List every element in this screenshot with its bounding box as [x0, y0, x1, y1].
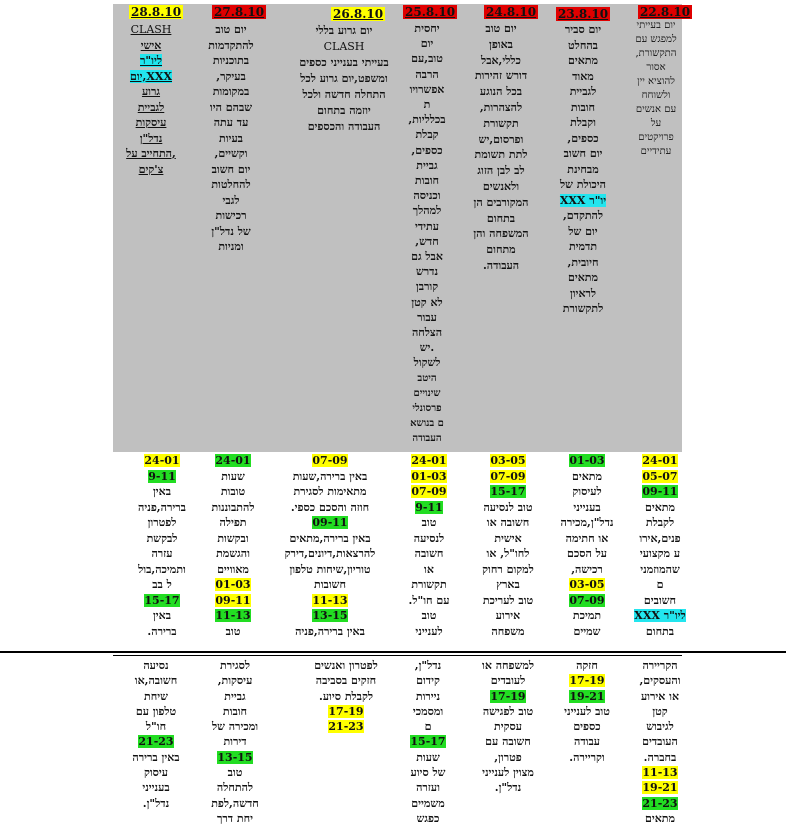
- cell-text: בתחום: [486, 211, 516, 225]
- cell-text: בענייני: [142, 781, 170, 795]
- cell-text: חובות: [570, 100, 596, 114]
- cell-text: לפטרון ואנשים: [314, 659, 378, 672]
- cell-text: חוזה והסכם כספי.: [290, 500, 370, 514]
- cell-text: CLASH: [323, 40, 365, 53]
- cell-text: על: [650, 118, 662, 129]
- cell-text: ניירות: [415, 689, 441, 703]
- cell-text: לגבי: [222, 193, 240, 207]
- bottom-col-28-8: [118, 658, 194, 811]
- time-slot: 07-09: [312, 454, 348, 467]
- cell-text: עבודה: [574, 735, 600, 749]
- cell-text: בארץ: [496, 578, 520, 591]
- cell-text: מתאימות לסגירת: [293, 485, 367, 498]
- cell-text: חדשה,לפת: [211, 796, 259, 810]
- cell-text: להתבוננות: [211, 500, 255, 514]
- date-header-23-8: 23.8.10: [558, 7, 609, 21]
- cell-text: למפגש עם: [635, 34, 677, 45]
- cell-text: עבור: [417, 310, 437, 324]
- cell-text: בכל הנוגע: [479, 85, 523, 99]
- cell-text: נדל"ן.: [494, 781, 522, 795]
- cell-text: כפגש: [416, 811, 440, 825]
- cell-text: וקשיים,: [214, 147, 248, 160]
- cell-text: חובות: [414, 174, 440, 188]
- top-col-26-8: [288, 23, 400, 135]
- cell-text: פרויקטים: [638, 132, 674, 143]
- cell-text: גביית: [416, 158, 438, 172]
- cell-text: של סיוע: [410, 766, 446, 780]
- time-slot: 13-15: [217, 750, 253, 764]
- cell-text: בעיות: [219, 131, 243, 145]
- cell-text: בעייתי בענייני כספים: [299, 56, 389, 69]
- time-slot: 11-13: [642, 766, 678, 780]
- cell-text: ע מקצועי: [639, 547, 681, 560]
- top-col-28-8: [117, 22, 185, 177]
- cell-text: באין: [152, 609, 172, 622]
- cell-text: שיחת: [144, 689, 168, 703]
- time-slot: 17-19: [328, 704, 364, 718]
- cell-text: נדל"ן: [139, 131, 163, 145]
- cell-text: שמיים: [573, 624, 601, 638]
- cell-text: טוב: [421, 516, 437, 529]
- cell-text: עיסוק: [143, 766, 169, 780]
- cell-text: כספים,: [411, 143, 443, 157]
- time-slot: 09-11: [642, 485, 678, 498]
- cell-text: באין ברירה,פניה: [295, 624, 365, 638]
- cell-text: ל בב: [152, 578, 172, 591]
- cell-text: לב לבן הזוג: [477, 164, 525, 178]
- cell-text: אפשרויו: [409, 82, 445, 96]
- cell-text: ולשוחח: [641, 90, 671, 101]
- cell-text: חובות: [222, 704, 248, 718]
- chairman-highlight: ליו"ר: [140, 54, 162, 67]
- cell-text: בעיקר,: [216, 69, 246, 83]
- cell-text: להתקדם,: [562, 209, 604, 222]
- cell-text: לנסיעה: [413, 531, 445, 545]
- cell-text: יוזמה בתחום: [317, 104, 371, 117]
- chairman-highlight: ליו"ר XXX: [634, 609, 686, 622]
- cell-text: חשובים: [643, 593, 677, 607]
- cell-text: בכלליות,: [408, 113, 446, 127]
- cell-text: או: [424, 562, 434, 576]
- time-slot: 09-11: [215, 593, 251, 607]
- cell-text: למקום רחוק: [482, 562, 534, 576]
- cell-text: נדל"ן.: [142, 796, 170, 810]
- time-slot: 24-01: [411, 454, 447, 467]
- time-slot: 24-01: [642, 454, 678, 467]
- cell-text: ם: [656, 578, 664, 591]
- cell-text: עיסקות,: [217, 674, 253, 688]
- cell-text: תקשורת: [411, 578, 447, 591]
- cell-text: טוב לעריכת: [482, 593, 534, 607]
- cell-text: טלפון עם: [135, 704, 177, 718]
- cell-text: שעות: [221, 469, 245, 483]
- bottom-col-24-8: [458, 658, 558, 796]
- cell-text: פרסונלי: [412, 403, 442, 415]
- cell-text: למשפחה או: [482, 659, 534, 672]
- cell-text: יום סביר: [564, 23, 602, 36]
- cell-text: שינויים: [413, 387, 441, 399]
- cell-text: בענייני: [573, 500, 601, 514]
- cell-text: עיסקות: [135, 116, 167, 129]
- time-slot: 05-07: [642, 469, 678, 483]
- cell-text: במקומות: [212, 85, 250, 98]
- cell-text: חו"ל: [145, 720, 167, 734]
- cell-text: להצהרות,: [479, 100, 523, 114]
- cell-text: בחברה.: [643, 750, 677, 764]
- cell-text: ברירה,פניה: [138, 500, 186, 514]
- cell-text: שהמוזמני: [640, 562, 680, 576]
- bottom-col-26-8: [296, 658, 396, 734]
- cell-text: רכישות: [215, 209, 247, 222]
- cell-text: שבהם היו: [209, 100, 253, 114]
- cell-text: חזקים בסביבה: [315, 674, 377, 688]
- cell-text: מבחינת: [567, 162, 599, 176]
- cell-text: היטב: [417, 372, 437, 384]
- cell-text: נסיעה: [143, 659, 169, 672]
- mid-col-24-8: [458, 453, 558, 639]
- cell-text: חשובה,או: [134, 674, 178, 688]
- cell-text: פטרון,: [494, 750, 522, 764]
- time-slot: 9-11: [148, 469, 176, 483]
- cell-text: ומכירה של: [211, 720, 259, 734]
- cell-text: לגביית: [137, 100, 165, 114]
- cell-text: טוריון,שיחות טלפון: [289, 562, 371, 576]
- cell-text: לראיון: [569, 286, 597, 300]
- cell-text: בהחלט: [568, 38, 598, 52]
- cell-text: חדש,: [415, 234, 439, 248]
- time-slot: 24-01: [144, 454, 180, 467]
- time-slot: 21-23: [138, 735, 174, 749]
- cell-text: יום חשוב: [563, 147, 603, 160]
- cell-text: ברירה.: [147, 624, 177, 638]
- cell-text: יום בעייתי: [636, 20, 676, 31]
- cell-text: קידום: [416, 674, 440, 688]
- cell-text: נדל"ן,: [414, 659, 442, 672]
- cell-text: קורבן: [415, 280, 439, 294]
- cell-text: טוב,עם: [411, 52, 443, 66]
- cell-text: עסקית: [494, 720, 522, 734]
- time-slot: 21-23: [642, 796, 678, 810]
- cell-text: על הסכם: [566, 547, 608, 560]
- time-slot: 01-03: [411, 469, 447, 483]
- cell-text: תמיכת: [572, 609, 602, 622]
- cell-text: עתידי: [415, 219, 439, 233]
- cell-text: משמיים: [411, 796, 445, 810]
- cell-text: התקשורת,: [635, 48, 677, 59]
- cell-text: וכניסה: [413, 189, 441, 203]
- cell-text: רכישה,: [571, 562, 603, 576]
- cell-text: חשובה: [414, 547, 444, 560]
- cell-text: טוב לענייני: [564, 704, 610, 718]
- cell-text: לקבלת: [645, 516, 675, 529]
- cell-text: יום טוב: [215, 23, 247, 36]
- time-slot: 01-03: [215, 578, 251, 591]
- cell-text: אישי: [140, 38, 162, 52]
- cell-text: התחלה חדשה ולכל: [302, 88, 386, 101]
- cell-text: העבודה: [412, 433, 442, 445]
- bottom-col-25-8: [398, 658, 458, 826]
- cell-text: כספים: [573, 720, 601, 734]
- cell-text: חשובה או: [486, 516, 530, 529]
- cell-text: שעות: [416, 750, 440, 764]
- cell-text: קטן: [652, 704, 668, 718]
- cell-text: וקבלת: [570, 116, 596, 129]
- cell-text: כללי,אבל: [481, 53, 521, 67]
- time-slot: 01-03: [569, 454, 605, 467]
- cell-text: ומסמכי: [412, 704, 444, 718]
- cell-text: הצלחה: [411, 326, 443, 340]
- cell-text: לבקשת: [146, 531, 178, 545]
- chairman-highlight: יו"ר XXX: [559, 193, 607, 207]
- cell-text: לעובדים: [490, 674, 526, 688]
- cell-text: או חתימה: [565, 531, 609, 545]
- cell-text: גביית: [224, 689, 246, 703]
- cell-text: באין ברירה,מתאים: [289, 531, 371, 545]
- cell-text: להתחלה: [216, 781, 254, 795]
- cell-text: יום: [420, 37, 434, 51]
- cell-text: והגשמת: [216, 547, 250, 560]
- cell-text: מתאים: [644, 811, 676, 825]
- cell-text: למהלך: [412, 204, 442, 218]
- top-col-23-8: [541, 22, 625, 317]
- cell-text: להוציא יין: [637, 76, 675, 87]
- cell-text: הרבה: [415, 67, 439, 81]
- date-header-28-8: 28.8.10: [131, 5, 182, 19]
- cell-text: לתקשורת: [562, 302, 604, 315]
- bottom-col-22-8: [628, 658, 692, 826]
- cell-text: לפטרון: [147, 516, 177, 529]
- time-slot: 15-17: [490, 485, 526, 498]
- time-slot: 17-19: [490, 689, 526, 703]
- mid-col-23-8: [548, 453, 626, 639]
- time-slot: 19-21: [642, 781, 678, 795]
- cell-text: עם אנשים: [635, 104, 677, 115]
- cell-text: חיובית,: [567, 255, 599, 269]
- cell-text: העבודה והכספים: [307, 120, 381, 133]
- cell-text: תדמית: [568, 240, 598, 253]
- top-col-22-8: [624, 19, 688, 159]
- time-slot: 21-23: [328, 720, 364, 734]
- time-slot: 17-19: [569, 674, 605, 688]
- table-border: [113, 655, 682, 656]
- time-slot: 03-05: [490, 454, 526, 467]
- cell-text: ופרסום,יש: [478, 132, 524, 146]
- cell-text: יום של: [568, 224, 598, 238]
- time-slot: 15-17: [144, 593, 180, 607]
- time-slot: 9-11: [415, 500, 443, 514]
- cell-text: ותמיכה,בול: [138, 562, 186, 576]
- mid-col-25-8: [400, 453, 458, 639]
- cell-text: אירוע: [495, 609, 521, 622]
- cell-text: תקשורת: [483, 116, 519, 130]
- cell-text: לגביית: [569, 85, 597, 98]
- cell-text: אבל גם: [411, 250, 443, 264]
- cell-text: טוב: [227, 766, 243, 780]
- cell-text: להתקדמות: [208, 38, 254, 52]
- cell-text: דורש זהירות: [474, 69, 528, 83]
- cell-text: לחו"ל, או: [486, 547, 530, 560]
- cell-text: ובקשות: [217, 531, 249, 545]
- cell-text: חשובות: [314, 578, 346, 591]
- mid-col-26-8: [262, 453, 398, 639]
- cell-text: פנים,אירו: [639, 531, 681, 545]
- cell-text: או אירוע: [640, 689, 680, 703]
- cell-text: ולאנשים: [482, 179, 520, 193]
- cell-text: טוב לפגישה: [482, 704, 534, 718]
- cell-text: טוב: [421, 609, 437, 622]
- cell-text: CLASH: [130, 23, 172, 36]
- time-slot: 03-05: [569, 578, 605, 591]
- time-slot: 13-15: [312, 609, 348, 622]
- cell-text: ומניות: [218, 240, 244, 253]
- cell-text: טובות: [220, 485, 246, 498]
- cell-text: אישית: [494, 531, 522, 545]
- mid-col-27-8: [198, 453, 268, 639]
- cell-text: ועזרה: [416, 781, 440, 795]
- cell-text: ת: [423, 98, 431, 112]
- cell-text: המקורבים הן: [473, 195, 529, 209]
- time-slot: 07-09: [490, 469, 526, 483]
- cell-text: צ'קים: [138, 162, 164, 176]
- cell-text: של נדל"ן: [211, 224, 251, 238]
- top-col-25-8: [402, 21, 452, 447]
- cell-text: והעסקים,: [639, 674, 681, 688]
- cell-text: לגיבוש: [646, 720, 674, 734]
- cell-text: יחת דרך: [216, 811, 254, 825]
- cell-text: לסגירת: [219, 659, 251, 672]
- time-slot: 09-11: [312, 516, 348, 529]
- cell-text: תפילה: [219, 516, 247, 529]
- top-col-24-8: [459, 21, 543, 274]
- cell-text: יחסית: [414, 22, 440, 35]
- time-slot: 07-09: [569, 593, 605, 607]
- cell-text: וקריירה.: [569, 750, 605, 764]
- time-slot: 19-21: [569, 689, 605, 703]
- cell-text: טוב: [225, 624, 241, 638]
- cell-text: חזקה: [576, 659, 598, 672]
- cell-text: באין ברירה: [132, 750, 180, 764]
- cell-text: נדל"ן,מכירה: [560, 516, 614, 529]
- cell-text: להחלטות: [211, 178, 251, 191]
- cell-text: ם בנושא: [410, 418, 444, 430]
- cell-text: מתאים: [567, 271, 599, 284]
- cell-text: באין ברירה,שעות: [292, 469, 368, 483]
- cell-text: .יש: [419, 341, 435, 355]
- cell-text: עזרה: [151, 547, 173, 560]
- cell-text: באין: [152, 485, 172, 498]
- top-col-27-8: [198, 22, 264, 255]
- cell-text: העבודה.: [482, 258, 520, 272]
- cell-text: ם: [424, 720, 432, 734]
- date-header-22-8: 22.8.10: [640, 5, 691, 19]
- cell-text: באופן: [489, 37, 513, 51]
- cell-text: מצוין לענייני: [482, 766, 534, 780]
- cell-text: קבלת: [415, 128, 439, 142]
- date-header-25-8: 25.8.10: [405, 5, 456, 19]
- cell-text: מתאים: [571, 469, 603, 483]
- cell-text: דירות: [223, 735, 247, 749]
- cell-text: לקבלת סיוע.: [318, 689, 374, 703]
- cell-text: הקריירה: [642, 659, 678, 672]
- cell-text: לענייני: [415, 624, 443, 638]
- cell-text: יום חשוב: [211, 162, 251, 176]
- chairman-highlight: XXX,יום: [129, 69, 172, 83]
- mid-col-22-8: [630, 453, 690, 639]
- cell-text: מתאים: [567, 54, 599, 67]
- cell-text: מתאים: [644, 500, 676, 514]
- cell-text: כספים,: [567, 131, 599, 145]
- time-slot: 11-13: [215, 609, 251, 622]
- cell-text: ומשפט,יום גרוע לכל: [300, 72, 388, 85]
- date-header-26-8: 26.8.10: [333, 7, 384, 21]
- cell-text: לא קטן: [411, 295, 443, 309]
- cell-text: בתחום: [645, 624, 675, 638]
- cell-text: גרוע: [141, 85, 161, 98]
- cell-text: עם חו"ל.: [408, 593, 450, 607]
- cell-text: העובדים: [642, 735, 678, 749]
- cell-text: מתחום: [486, 243, 516, 257]
- cell-text: טוב לנסיעה: [483, 500, 533, 514]
- time-slot: 07-09: [411, 485, 447, 498]
- cell-text: בתוכניות: [212, 54, 250, 67]
- cell-text: המשפחה והן: [473, 227, 529, 241]
- cell-text: מאוד: [572, 69, 594, 83]
- date-header-24-8: 24.8.10: [486, 5, 537, 19]
- cell-text: נדרש: [415, 265, 439, 279]
- time-slot: 11-13: [312, 593, 348, 607]
- cell-text: יום גרוע בללי: [315, 24, 373, 37]
- date-header-27-8: 27.8.10: [214, 5, 265, 19]
- cell-text: עד עתה: [213, 116, 249, 129]
- cell-text: לשקול: [413, 356, 441, 370]
- cell-text: לעיסוק: [572, 485, 602, 498]
- mid-col-28-8: [131, 453, 193, 639]
- bottom-col-23-8: [548, 658, 626, 765]
- cell-text: היכולת של: [559, 178, 607, 191]
- time-slot: 15-17: [410, 735, 446, 749]
- time-slot: 24-01: [215, 454, 251, 467]
- bottom-col-27-8: [198, 658, 272, 826]
- cell-text: ,התחייב על: [126, 147, 176, 160]
- cell-text: להרצאות,דיונים,דירק: [284, 547, 376, 560]
- cell-text: חשובה עם: [485, 735, 531, 749]
- cell-text: עתידיים: [640, 146, 672, 157]
- cell-text: מאוויים: [217, 562, 249, 576]
- cell-text: אסור: [646, 62, 666, 73]
- cell-text: לתת תשומת: [474, 148, 528, 162]
- cell-text: משפחה: [491, 624, 525, 638]
- page-divider: [0, 651, 786, 653]
- cell-text: יום טוב: [485, 22, 517, 35]
